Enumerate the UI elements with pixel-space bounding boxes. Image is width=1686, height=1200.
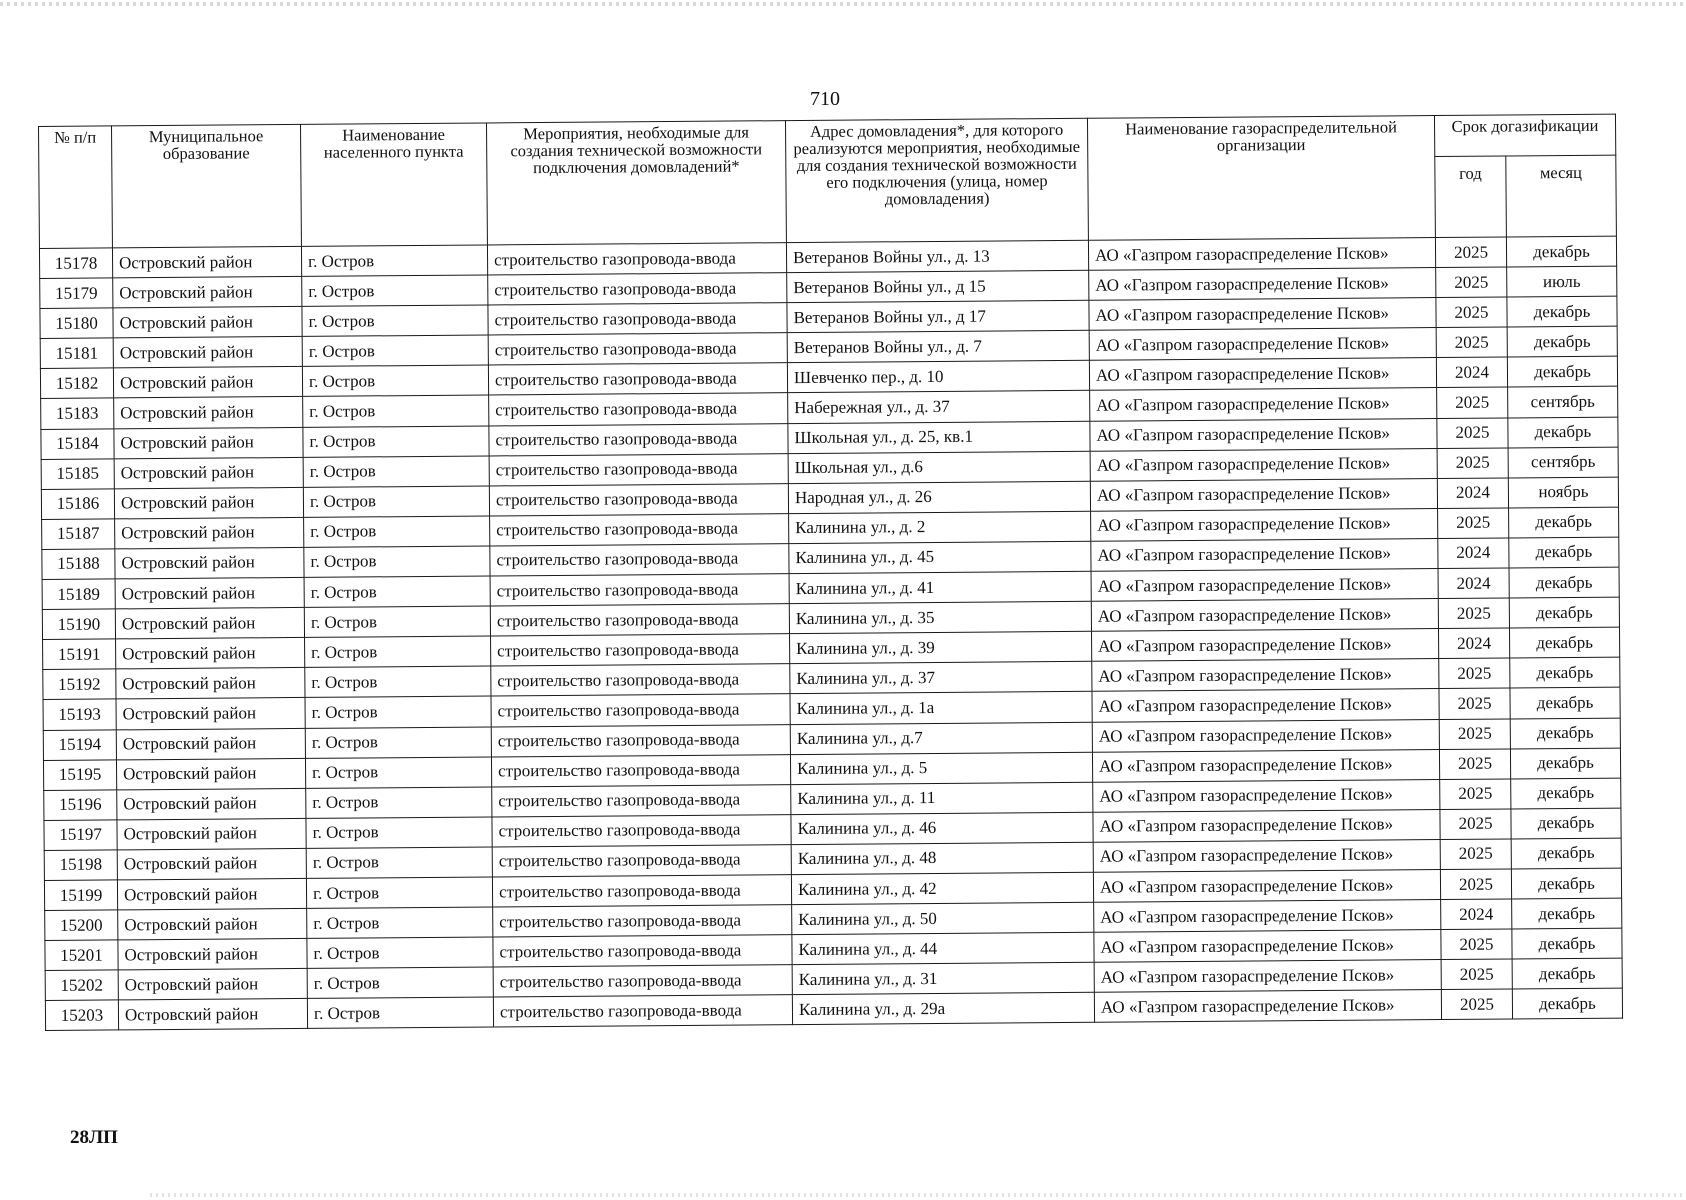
row-year: 2024: [1437, 478, 1508, 509]
row-organization: АО «Газпром газораспределение Псков»: [1093, 839, 1440, 872]
row-month: декабрь: [1510, 748, 1620, 779]
row-address: Ветеранов Войны ул., д 17: [787, 300, 1089, 332]
row-num: 15193: [43, 699, 116, 730]
header-measures: Мероприятия, необходимые для создания технической возможности подключения домовладений*: [486, 121, 786, 245]
row-organization: АО «Газпром газораспределение Псков»: [1090, 478, 1437, 511]
row-month: декабрь: [1512, 928, 1622, 959]
header-municipality: Муниципальное образование: [112, 124, 302, 247]
row-municipality: Островский район: [116, 668, 305, 700]
row-address: Калинина ул., д. 11: [791, 782, 1093, 814]
row-year: 2025: [1436, 327, 1507, 358]
row-measure: строительство газопровода-ввода: [491, 664, 790, 696]
row-settlement: г. Остров: [304, 576, 490, 608]
row-address: Калинина ул., д. 44: [792, 932, 1094, 964]
row-measure: строительство газопровода-ввода: [488, 363, 787, 395]
row-settlement: г. Остров: [306, 847, 492, 879]
row-month: сентябрь: [1508, 447, 1618, 478]
row-measure: строительство газопровода-ввода: [490, 544, 789, 576]
row-year: 2024: [1438, 568, 1509, 599]
row-organization: АО «Газпром газораспределение Псков»: [1089, 268, 1436, 301]
row-num: 15191: [43, 639, 116, 670]
row-month: декабрь: [1509, 597, 1619, 628]
row-municipality: Островский район: [117, 788, 306, 820]
row-address: Калинина ул., д. 42: [791, 872, 1093, 904]
row-organization: АО «Газпром газораспределение Псков»: [1092, 659, 1439, 692]
row-organization: АО «Газпром газораспределение Псков»: [1094, 900, 1441, 933]
table-body: [39, 236, 1622, 1031]
row-num: 15198: [44, 850, 117, 881]
row-measure: строительство газопровода-ввода: [487, 243, 786, 275]
row-settlement: г. Остров: [303, 456, 489, 488]
row-organization: АО «Газпром газораспределение Псков»: [1094, 930, 1441, 963]
row-address: Калинина ул., д. 41: [789, 571, 1091, 603]
header-address: Адрес домовладения*, для которого реализуются мероприятия, необходимые для создания технической возможности его подключения (улица, номер домовладения): [785, 118, 1088, 242]
row-municipality: Островский район: [115, 577, 304, 609]
row-address: Шевченко пер., д. 10: [787, 361, 1089, 393]
scan-edge-bottom: [150, 1193, 1686, 1197]
row-measure: строительство газопровода-ввода: [489, 483, 788, 515]
row-address: Калинина ул., д. 35: [789, 601, 1091, 633]
row-month: июль: [1507, 266, 1617, 297]
row-settlement: г. Остров: [305, 666, 491, 698]
row-num: 15197: [44, 820, 117, 851]
row-organization: АО «Газпром газораспределение Псков»: [1092, 689, 1439, 722]
row-measure: строительство газопровода-ввода: [488, 303, 787, 335]
row-settlement: г. Остров: [302, 335, 488, 367]
row-address: Калинина ул., д. 50: [792, 902, 1094, 934]
row-address: Калинина ул., д. 5: [790, 752, 1092, 784]
row-settlement: г. Остров: [304, 546, 490, 578]
row-month: декабрь: [1507, 296, 1617, 327]
row-num: 15199: [44, 880, 117, 911]
row-municipality: Островский район: [117, 818, 306, 850]
row-municipality: Островский район: [113, 307, 302, 339]
row-month: декабрь: [1507, 326, 1617, 357]
row-municipality: Островский район: [114, 457, 303, 489]
row-settlement: г. Остров: [302, 365, 488, 397]
row-organization: АО «Газпром газораспределение Псков»: [1091, 538, 1438, 571]
row-organization: АО «Газпром газораспределение Псков»: [1090, 388, 1437, 421]
row-address: Ветеранов Войны ул., д 15: [787, 270, 1089, 302]
row-month: декабрь: [1511, 778, 1621, 809]
row-address: Калинина ул., д. 1а: [790, 692, 1092, 724]
row-month: декабрь: [1508, 417, 1618, 448]
row-organization: АО «Газпром газораспределение Псков»: [1094, 960, 1441, 993]
row-municipality: Островский район: [115, 547, 304, 579]
row-settlement: г. Остров: [306, 877, 492, 909]
row-settlement: г. Остров: [305, 757, 491, 789]
row-year: 2025: [1437, 448, 1508, 479]
row-municipality: Островский район: [112, 246, 301, 278]
row-measure: строительство газопровода-ввода: [493, 905, 792, 937]
row-municipality: Островский район: [118, 999, 307, 1031]
row-measure: строительство газопровода-ввода: [491, 754, 790, 786]
row-settlement: г. Остров: [305, 726, 491, 758]
row-measure: строительство газопровода-ввода: [492, 875, 791, 907]
row-municipality: Островский район: [116, 638, 305, 670]
row-organization: АО «Газпром газораспределение Псков»: [1093, 779, 1440, 812]
row-month: декабрь: [1511, 808, 1621, 839]
row-municipality: Островский район: [115, 517, 304, 549]
row-measure: строительство газопровода-ввода: [493, 965, 792, 997]
row-month: декабрь: [1510, 657, 1620, 688]
row-year: 2025: [1436, 297, 1507, 328]
row-year: 2025: [1439, 749, 1510, 780]
row-settlement: г. Остров: [304, 516, 490, 548]
row-settlement: г. Остров: [307, 937, 493, 969]
row-num: 15201: [45, 940, 118, 971]
header-organization: Наименование газораспределительной организации: [1087, 116, 1435, 241]
row-year: 2025: [1439, 658, 1510, 689]
row-organization: АО «Газпром газораспределение Псков»: [1093, 869, 1440, 902]
row-year: 2025: [1439, 718, 1510, 749]
row-num: 15202: [45, 970, 118, 1001]
header-month: месяц: [1506, 155, 1617, 237]
row-municipality: Островский район: [113, 367, 302, 399]
row-municipality: Островский район: [116, 698, 305, 730]
row-month: декабрь: [1511, 838, 1621, 869]
row-year: 2025: [1437, 387, 1508, 418]
row-organization: АО «Газпром газораспределение Псков»: [1092, 629, 1439, 662]
row-organization: АО «Газпром газораспределение Псков»: [1093, 809, 1440, 842]
row-year: 2025: [1437, 418, 1508, 449]
header-deadline: Срок догазификации: [1434, 114, 1615, 156]
row-year: 2025: [1440, 869, 1511, 900]
row-measure: строительство газопровода-ввода: [491, 694, 790, 726]
row-num: 15187: [42, 519, 115, 550]
row-settlement: г. Остров: [307, 907, 493, 939]
row-year: 2025: [1438, 508, 1509, 539]
row-num: 15181: [40, 338, 113, 369]
row-address: Ветеранов Войны ул., д. 13: [786, 240, 1088, 272]
row-year: 2025: [1438, 598, 1509, 629]
row-measure: строительство газопровода-ввода: [490, 513, 789, 545]
gasification-table: [38, 114, 1623, 1032]
row-settlement: г. Остров: [305, 636, 491, 668]
row-organization: АО «Газпром газораспределение Псков»: [1088, 238, 1435, 271]
row-organization: АО «Газпром газораспределение Псков»: [1090, 448, 1437, 481]
row-settlement: г. Остров: [304, 606, 490, 638]
row-year: 2024: [1441, 899, 1512, 930]
row-num: 15184: [41, 428, 114, 459]
row-num: 15189: [42, 579, 115, 610]
row-settlement: г. Остров: [307, 997, 493, 1029]
row-organization: АО «Газпром газораспределение Псков»: [1089, 328, 1436, 361]
table-header-row: [39, 114, 1616, 167]
row-month: декабрь: [1510, 718, 1620, 749]
row-measure: строительство газопровода-ввода: [492, 784, 791, 816]
row-municipality: Островский район: [118, 908, 307, 940]
row-year: 2025: [1441, 929, 1512, 960]
row-num: 15182: [40, 368, 113, 399]
row-measure: строительство газопровода-ввода: [493, 935, 792, 967]
row-address: Калинина ул., д.7: [790, 722, 1092, 754]
row-settlement: г. Остров: [303, 426, 489, 458]
row-address: Калинина ул., д. 48: [791, 842, 1093, 874]
row-settlement: г. Остров: [302, 275, 488, 307]
row-municipality: Островский район: [117, 848, 306, 880]
header-settlement: Наименование населенного пункта: [300, 123, 487, 246]
row-municipality: Островский район: [118, 939, 307, 971]
row-municipality: Островский район: [116, 758, 305, 790]
row-measure: строительство газопровода-ввода: [491, 724, 790, 756]
row-num: 15178: [39, 248, 112, 279]
row-measure: строительство газопровода-ввода: [493, 995, 792, 1027]
row-month: декабрь: [1510, 687, 1620, 718]
row-month: декабрь: [1512, 958, 1622, 989]
row-month: декабрь: [1512, 988, 1622, 1019]
header-year: год: [1435, 156, 1507, 238]
row-year: 2025: [1441, 959, 1512, 990]
row-municipality: Островский район: [117, 878, 306, 910]
row-year: 2025: [1436, 267, 1507, 298]
row-month: декабрь: [1509, 627, 1619, 658]
row-organization: АО «Газпром газораспределение Псков»: [1091, 599, 1438, 632]
row-measure: строительство газопровода-ввода: [489, 393, 788, 425]
row-address: Народная ул., д. 26: [788, 481, 1090, 513]
row-address: Калинина ул., д. 39: [790, 631, 1092, 663]
row-settlement: г. Остров: [306, 817, 492, 849]
row-year: 2025: [1435, 237, 1506, 268]
row-year: 2025: [1440, 779, 1511, 810]
row-address: Калинина ул., д. 2: [789, 511, 1091, 543]
row-address: Калинина ул., д. 37: [790, 662, 1092, 694]
row-settlement: г. Остров: [302, 305, 488, 337]
row-measure: строительство газопровода-ввода: [489, 453, 788, 485]
row-month: ноябрь: [1508, 477, 1618, 508]
row-organization: АО «Газпром газораспределение Псков»: [1092, 719, 1439, 752]
row-month: декабрь: [1511, 868, 1621, 899]
row-organization: АО «Газпром газораспределение Псков»: [1089, 298, 1436, 331]
row-measure: строительство газопровода-ввода: [491, 634, 790, 666]
row-measure: строительство газопровода-ввода: [492, 814, 791, 846]
row-month: декабрь: [1509, 507, 1619, 538]
row-municipality: Островский район: [113, 337, 302, 369]
row-settlement: г. Остров: [303, 395, 489, 427]
row-municipality: Островский район: [116, 728, 305, 760]
row-num: 15188: [42, 549, 115, 580]
row-month: декабрь: [1509, 537, 1619, 568]
row-month: декабрь: [1509, 567, 1619, 598]
row-organization: АО «Газпром газораспределение Псков»: [1090, 418, 1437, 451]
row-num: 15196: [44, 790, 117, 821]
row-num: 15203: [45, 1000, 118, 1031]
row-settlement: г. Остров: [307, 967, 493, 999]
row-year: 2024: [1438, 538, 1509, 569]
row-address: Калинина ул., д. 46: [791, 812, 1093, 844]
row-organization: АО «Газпром газораспределение Псков»: [1092, 749, 1439, 782]
row-num: 15183: [41, 398, 114, 429]
row-municipality: Островский район: [118, 969, 307, 1001]
row-month: декабрь: [1507, 356, 1617, 387]
row-municipality: Островский район: [114, 427, 303, 459]
row-num: 15200: [45, 910, 118, 941]
row-year: 2025: [1440, 839, 1511, 870]
row-municipality: Островский район: [113, 277, 302, 309]
row-num: 15190: [42, 609, 115, 640]
row-num: 15180: [40, 308, 113, 339]
row-num: 15194: [43, 729, 116, 760]
row-num: 15192: [43, 669, 116, 700]
row-month: сентябрь: [1508, 387, 1618, 418]
page-number: 710: [810, 88, 840, 110]
row-organization: АО «Газпром газораспределение Псков»: [1091, 569, 1438, 602]
row-measure: строительство газопровода-ввода: [489, 423, 788, 455]
row-num: 15186: [41, 489, 114, 520]
row-settlement: г. Остров: [305, 696, 491, 728]
row-measure: строительство газопровода-ввода: [488, 273, 787, 305]
row-year: 2024: [1438, 628, 1509, 659]
row-month: декабрь: [1506, 236, 1616, 267]
row-year: 2025: [1441, 989, 1512, 1020]
row-organization: АО «Газпром газораспределение Псков»: [1091, 508, 1438, 541]
row-organization: АО «Газпром газораспределение Псков»: [1094, 990, 1441, 1023]
row-year: 2025: [1440, 809, 1511, 840]
row-address: Школьная ул., д. 25, кв.1: [788, 421, 1090, 453]
row-municipality: Островский район: [114, 397, 303, 429]
header-num: № п/п: [39, 126, 113, 249]
row-address: Школьная ул., д.6: [788, 451, 1090, 483]
row-year: 2024: [1436, 357, 1507, 388]
row-measure: строительство газопровода-ввода: [490, 604, 789, 636]
row-measure: строительство газопровода-ввода: [488, 333, 787, 365]
row-address: Калинина ул., д. 45: [789, 541, 1091, 573]
row-organization: АО «Газпром газораспределение Псков»: [1089, 358, 1436, 391]
row-municipality: Островский район: [115, 608, 304, 640]
row-num: 15179: [40, 278, 113, 309]
row-num: 15195: [43, 759, 116, 790]
row-address: Набережная ул., д. 37: [788, 391, 1090, 423]
row-settlement: г. Остров: [306, 787, 492, 819]
row-settlement: г. Остров: [303, 486, 489, 518]
footer-code: 28ЛП: [70, 1127, 118, 1148]
row-address: Калинина ул., д. 29а: [792, 993, 1094, 1025]
row-settlement: г. Остров: [301, 245, 487, 277]
row-num: 15185: [41, 459, 114, 490]
scan-edge-top: [0, 2, 1686, 6]
row-address: Калинина ул., д. 31: [792, 962, 1094, 994]
row-municipality: Островский район: [114, 487, 303, 519]
row-address: Ветеранов Войны ул., д. 7: [787, 331, 1089, 363]
row-measure: строительство газопровода-ввода: [490, 574, 789, 606]
row-measure: строительство газопровода-ввода: [492, 844, 791, 876]
row-month: декабрь: [1512, 898, 1622, 929]
row-year: 2025: [1439, 688, 1510, 719]
